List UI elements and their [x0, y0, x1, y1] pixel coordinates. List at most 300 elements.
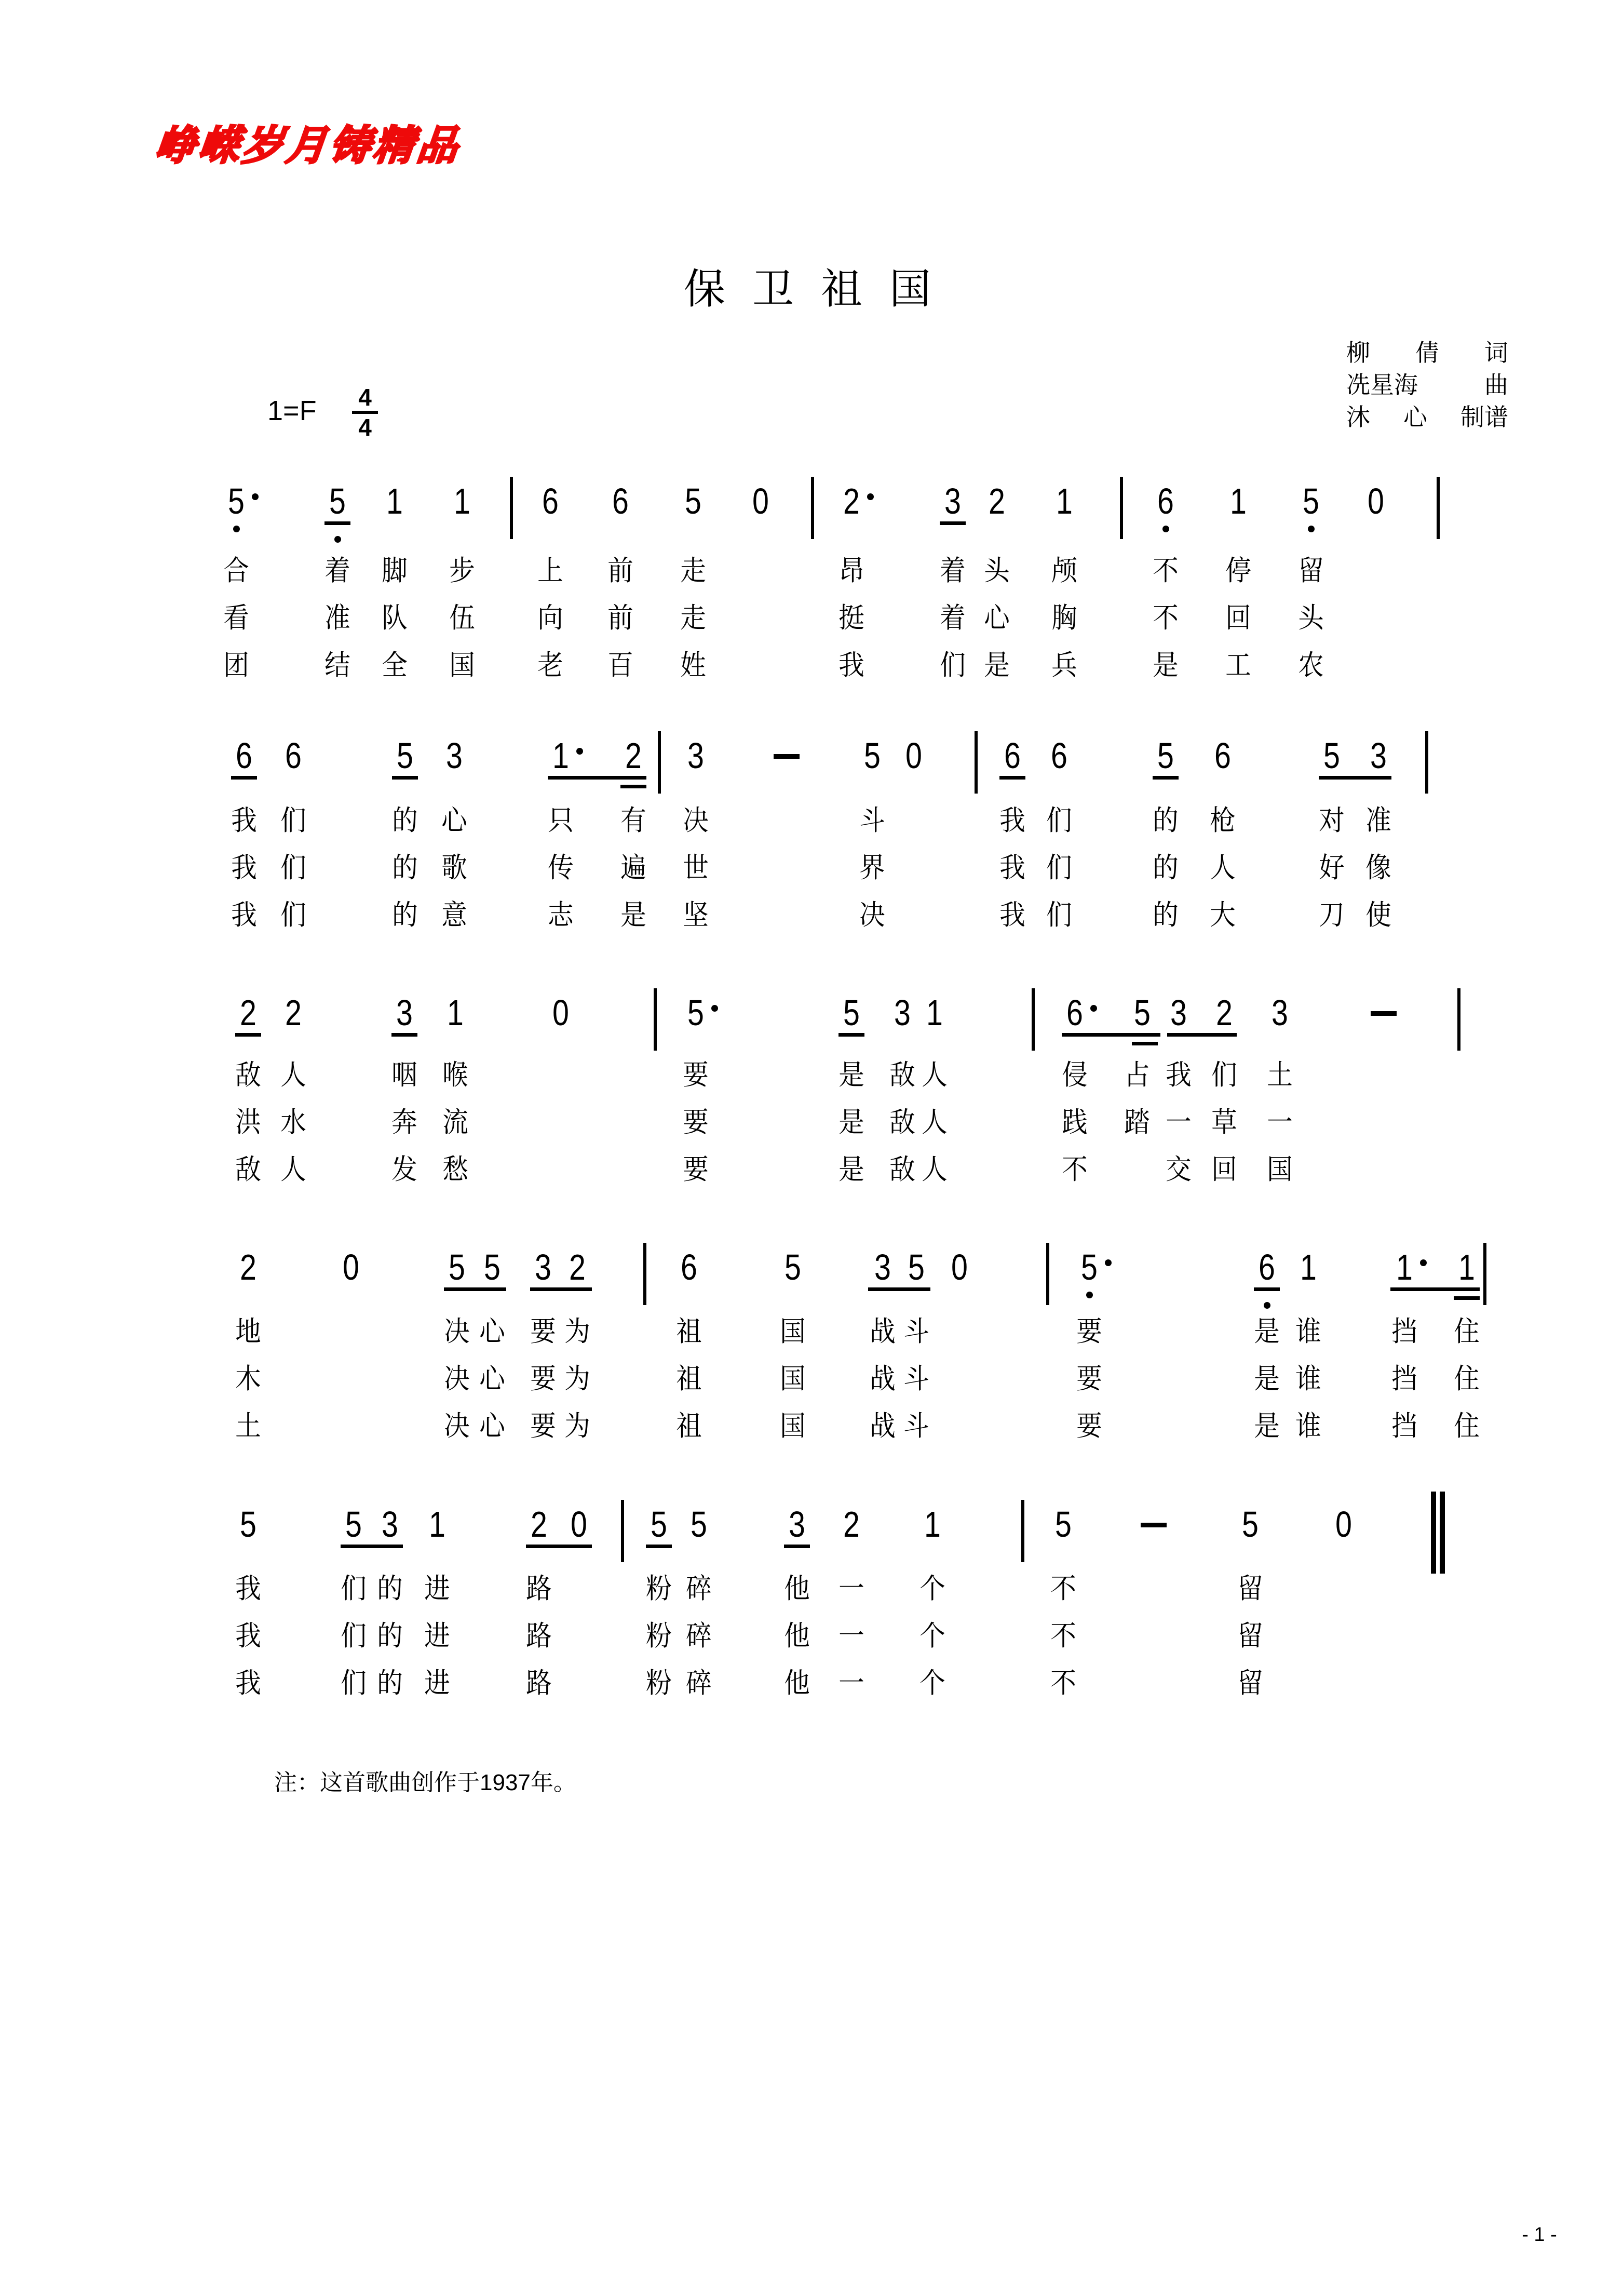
lyric-char: 头	[984, 555, 1010, 586]
lyric-char: 看	[223, 602, 249, 634]
lyric-char: 挺	[838, 602, 864, 634]
lyric-char: 走	[680, 602, 706, 634]
note-underline	[526, 1545, 592, 1548]
lyric-char: 心	[441, 805, 467, 836]
barline	[1032, 988, 1035, 1051]
lyric-char: 的	[377, 1620, 403, 1651]
note-underline	[341, 1545, 403, 1548]
lyric-char: 进	[424, 1620, 450, 1651]
note-digit: 5	[1303, 481, 1319, 521]
lyric-char: 们	[341, 1620, 367, 1651]
note-digit: 1	[1300, 1247, 1317, 1287]
note-digit: 6	[612, 481, 629, 521]
lyric-char: 敌	[235, 1154, 261, 1185]
lyric-char: 人	[922, 1154, 948, 1185]
credit-text: 心	[1403, 404, 1427, 431]
lyric-char: 我	[999, 805, 1025, 836]
lyric-char: 他	[784, 1573, 810, 1604]
barline	[510, 477, 513, 539]
lyric-char: 上	[537, 555, 563, 586]
note-digit: 5	[1323, 735, 1340, 776]
note-underline	[1132, 1042, 1158, 1045]
barline	[1437, 477, 1440, 539]
lyric-char: 着	[324, 555, 350, 586]
lyric-char: 决	[683, 805, 709, 836]
lyric-char: 国	[780, 1363, 806, 1394]
lyric-char: 歌	[441, 852, 467, 883]
augmentation-dot	[1090, 1005, 1097, 1012]
lyric-char: 伍	[449, 602, 475, 634]
lyric-char: 枪	[1210, 805, 1236, 836]
note-digit: 2	[240, 992, 256, 1033]
augmentation-dot	[576, 748, 583, 755]
final-barline	[1440, 1492, 1445, 1574]
lyric-char: 不	[1050, 1668, 1076, 1699]
note-digit: 0	[752, 481, 769, 521]
lyric-char: 使	[1365, 899, 1391, 931]
lyric-char: 一	[1267, 1107, 1293, 1138]
barline	[658, 731, 661, 794]
lyric-char: 们	[341, 1668, 367, 1699]
lyric-char: 的	[392, 805, 418, 836]
lyric-char: 粉	[646, 1573, 672, 1604]
note-digit: 6	[1051, 735, 1067, 776]
lyric-char: 我	[235, 1668, 261, 1699]
lyric-char: 们	[1046, 805, 1072, 836]
lyric-char: 是	[838, 1107, 864, 1138]
note-digit: 3	[944, 481, 961, 521]
lyric-char: 们	[1211, 1059, 1237, 1091]
lyric-char: 粉	[646, 1620, 672, 1651]
lyric-char: 住	[1454, 1316, 1480, 1347]
lyric-char: 不	[1050, 1573, 1076, 1604]
lyric-char: 地	[235, 1316, 261, 1347]
note-digit: 0	[343, 1247, 359, 1287]
page-number: - 1 -	[1522, 2224, 1557, 2246]
lyric-char: 决	[859, 899, 885, 931]
duration-dash	[1141, 1523, 1167, 1527]
lyric-char: 是	[1254, 1316, 1280, 1347]
lyric-char: 不	[1153, 602, 1179, 634]
lyric-char: 不	[1050, 1620, 1076, 1651]
lyric-char: 碎	[686, 1620, 712, 1651]
lyric-char: 好	[1319, 852, 1345, 883]
lyric-char: 咽	[391, 1059, 417, 1091]
lyric-char: 界	[859, 852, 885, 883]
credit-lyricist	[1346, 337, 1508, 369]
lyric-char: 坚	[683, 899, 709, 931]
lyric-char: 一	[838, 1620, 864, 1651]
song-title: 保 卫 祖 国	[684, 267, 939, 313]
lyric-char: 要	[1076, 1316, 1102, 1347]
note-digit: 5	[1055, 1504, 1072, 1545]
credit-text: 词	[1484, 339, 1508, 366]
note-underline	[324, 521, 350, 525]
lyric-char: 是	[984, 650, 1010, 681]
barline	[1457, 988, 1460, 1051]
note-digit: 3	[687, 735, 704, 776]
time-signature-numerator: 4	[358, 384, 372, 411]
low-octave-dot	[1162, 526, 1169, 532]
lyric-char: 洪	[235, 1107, 261, 1138]
lyric-char: 人	[922, 1107, 948, 1138]
lyric-char: 是	[1254, 1411, 1280, 1442]
note-digit: 6	[1157, 481, 1174, 521]
augmentation-dot	[252, 493, 259, 500]
lyric-char: 有	[620, 805, 646, 836]
lyric-char: 要	[683, 1059, 709, 1091]
lyric-char: 谁	[1295, 1316, 1321, 1347]
note-digit: 2	[240, 1247, 256, 1287]
lyric-char: 的	[1153, 852, 1179, 883]
note-digit: 5	[329, 481, 346, 521]
lyric-char: 胸	[1051, 602, 1077, 634]
note-underline	[1062, 1033, 1160, 1037]
note-digit: 5	[1242, 1504, 1259, 1545]
lyric-char: 我	[235, 1620, 261, 1651]
note-digit: 3	[446, 735, 463, 776]
lyric-char: 祖	[676, 1363, 702, 1394]
lyric-char: 老	[537, 650, 563, 681]
duration-dash	[1371, 1011, 1397, 1016]
note-digit: 2	[569, 1247, 586, 1287]
lyric-char: 他	[784, 1620, 810, 1651]
note-digit: 5	[1157, 735, 1174, 776]
credits-block	[1346, 337, 1508, 433]
note-digit: 3	[894, 992, 911, 1033]
note-digit: 5	[691, 1504, 707, 1545]
credit-composer	[1346, 369, 1508, 401]
lyric-char: 交	[1166, 1154, 1192, 1185]
credit-text: 冼星海	[1346, 371, 1418, 398]
lyric-char: 碎	[686, 1573, 712, 1604]
lyric-char: 决	[444, 1411, 470, 1442]
note-underline	[620, 785, 646, 788]
note-digit: 1	[924, 1504, 941, 1545]
lyric-char: 要	[683, 1154, 709, 1185]
note-underline	[868, 1287, 930, 1291]
lyric-char: 挡	[1391, 1411, 1417, 1442]
credit-notation	[1346, 401, 1508, 433]
footnote: 注：这首歌曲创作于1937年。	[274, 1770, 576, 1795]
lyric-char: 为	[564, 1316, 590, 1347]
lyric-char: 们	[280, 852, 306, 883]
note-underline	[1254, 1287, 1280, 1291]
credit-text: 沐	[1346, 404, 1370, 431]
barline	[1046, 1243, 1049, 1305]
lyric-char: 人	[1210, 852, 1236, 883]
lyric-char: 斗	[859, 805, 885, 836]
lyric-char: 结	[324, 650, 350, 681]
lyric-char: 侵	[1062, 1059, 1088, 1091]
note-digit: 0	[552, 992, 569, 1033]
lyric-char: 刀	[1319, 899, 1345, 931]
lyric-char: 不	[1153, 555, 1179, 586]
lyric-char: 喉	[442, 1059, 468, 1091]
note-underline	[1319, 776, 1391, 780]
note-digit: 1	[1230, 481, 1247, 521]
note-digit: 3	[1370, 735, 1387, 776]
lyric-char: 敌	[889, 1154, 915, 1185]
lyric-char: 流	[442, 1107, 468, 1138]
lyric-char: 们	[280, 899, 306, 931]
lyric-char: 步	[449, 555, 475, 586]
note-underline	[1167, 1033, 1237, 1037]
note-underline	[1153, 776, 1179, 780]
lyric-char: 传	[548, 852, 574, 883]
lyric-char: 斗	[903, 1363, 929, 1394]
lyric-char: 要	[1076, 1363, 1102, 1394]
note-underline	[444, 1287, 506, 1291]
note-digit: 6	[542, 481, 559, 521]
lyric-char: 是	[1153, 650, 1179, 681]
lyric-char: 世	[683, 852, 709, 883]
note-digit: 6	[236, 735, 252, 776]
note-digit: 5	[864, 735, 881, 776]
lyric-char: 祖	[676, 1411, 702, 1442]
note-digit: 0	[1368, 481, 1384, 521]
lyric-char: 我	[999, 852, 1025, 883]
note-digit: 5	[1081, 1247, 1098, 1287]
lyric-char: 心	[984, 602, 1010, 634]
credit-text: 柳	[1346, 339, 1370, 366]
lyric-char: 心	[479, 1411, 505, 1442]
lyric-char: 国	[1267, 1154, 1293, 1185]
lyric-char: 颅	[1051, 555, 1077, 586]
note-digit: 5	[1134, 992, 1151, 1033]
lyric-char: 路	[526, 1573, 552, 1604]
lyric-char: 敌	[889, 1107, 915, 1138]
note-underline	[784, 1545, 810, 1548]
lyric-char: 回	[1211, 1154, 1237, 1185]
note-underline	[548, 776, 646, 780]
credit-text: 曲	[1484, 371, 1508, 398]
lyric-char: 粉	[646, 1668, 672, 1699]
lyric-char: 志	[548, 899, 574, 931]
note-digit: 5	[687, 992, 704, 1033]
note-underline	[235, 1033, 261, 1037]
lyric-char: 要	[1076, 1411, 1102, 1442]
lyric-char: 个	[919, 1573, 945, 1604]
lyric-char: 人	[280, 1059, 306, 1091]
note-digit: 6	[681, 1247, 697, 1287]
note-digit: 5	[908, 1247, 925, 1287]
red-watermark: 峥嵘岁月铸精品	[153, 123, 464, 168]
note-digit: 2	[843, 481, 860, 521]
lyric-char: 要	[530, 1411, 556, 1442]
note-digit: 3	[382, 1504, 398, 1545]
lyric-char: 我	[231, 805, 257, 836]
lyric-char: 战	[870, 1411, 896, 1442]
barline	[621, 1500, 624, 1562]
lyric-char: 农	[1298, 650, 1324, 681]
barline	[654, 988, 657, 1051]
augmentation-dot	[711, 1005, 718, 1012]
lyric-char: 准	[324, 602, 350, 634]
lyric-char: 发	[391, 1154, 417, 1185]
lyric-char: 挡	[1391, 1316, 1417, 1347]
lyric-char: 我	[235, 1573, 261, 1604]
credit-text: 制谱	[1460, 404, 1508, 431]
lyric-char: 前	[607, 602, 633, 634]
lyric-char: 占	[1124, 1059, 1150, 1091]
low-octave-dot	[1086, 1292, 1093, 1298]
lyric-char: 像	[1365, 852, 1391, 883]
barline	[975, 731, 978, 794]
lyric-char: 要	[530, 1316, 556, 1347]
lyric-char: 人	[922, 1059, 948, 1091]
note-digit: 5	[345, 1504, 362, 1545]
lyric-char: 的	[1153, 805, 1179, 836]
barline	[1021, 1500, 1024, 1562]
lyric-char: 我	[838, 650, 864, 681]
key-signature: 1=F	[267, 395, 317, 426]
note-digit: 5	[843, 992, 860, 1033]
lyric-char: 遍	[620, 852, 646, 883]
low-octave-dot	[233, 526, 240, 532]
lyric-char: 们	[1046, 852, 1072, 883]
note-digit: 6	[285, 735, 302, 776]
lyric-char: 土	[235, 1411, 261, 1442]
note-digit: 3	[1170, 992, 1187, 1033]
note-digit: 6	[1259, 1247, 1275, 1287]
note-digit: 1	[447, 992, 464, 1033]
note-digit: 3	[789, 1504, 805, 1545]
note-digit: 5	[240, 1504, 256, 1545]
barline	[1120, 477, 1123, 539]
lyric-char: 决	[444, 1316, 470, 1347]
credit-text: 倩	[1415, 339, 1439, 366]
note-digit: 3	[1272, 992, 1288, 1033]
lyric-char: 个	[919, 1668, 945, 1699]
lyric-char: 国	[780, 1411, 806, 1442]
lyric-char: 路	[526, 1668, 552, 1699]
lyric-char: 只	[548, 805, 574, 836]
lyric-char: 团	[223, 650, 249, 681]
note-digit: 0	[951, 1247, 968, 1287]
barline	[643, 1243, 646, 1305]
note-digit: 3	[874, 1247, 891, 1287]
lyric-char: 水	[280, 1107, 306, 1138]
lyric-char: 为	[564, 1363, 590, 1394]
lyric-char: 奔	[391, 1107, 417, 1138]
barline	[811, 477, 814, 539]
lyric-char: 踏	[1124, 1107, 1150, 1138]
note-underline	[940, 521, 966, 525]
note-underline	[392, 776, 418, 780]
lyric-char: 着	[940, 555, 966, 586]
lyric-char: 战	[870, 1316, 896, 1347]
barline	[1425, 731, 1428, 794]
lyric-char: 们	[280, 805, 306, 836]
lyric-char: 斗	[903, 1411, 929, 1442]
note-underline	[231, 776, 257, 780]
lyric-char: 们	[940, 650, 966, 681]
lyric-char: 路	[526, 1620, 552, 1651]
lyric-char: 向	[537, 602, 563, 634]
lyric-char: 的	[1153, 899, 1179, 931]
note-digit: 1	[926, 992, 943, 1033]
lyric-char: 住	[1454, 1363, 1480, 1394]
lyric-char: 我	[1166, 1059, 1192, 1091]
lyric-char: 草	[1211, 1107, 1237, 1138]
lyric-char: 昂	[838, 555, 864, 586]
lyric-char: 一	[838, 1668, 864, 1699]
lyric-char: 个	[919, 1620, 945, 1651]
lyric-char: 挡	[1391, 1363, 1417, 1394]
lyric-char: 姓	[680, 650, 706, 681]
note-digit: 5	[397, 735, 413, 776]
lyric-char: 我	[999, 899, 1025, 931]
lyric-char: 国	[780, 1316, 806, 1347]
note-digit: 0	[1335, 1504, 1352, 1545]
note-digit: 2	[531, 1504, 547, 1545]
note-underline	[646, 1545, 672, 1548]
lyric-char: 停	[1225, 555, 1251, 586]
lyric-char: 们	[1046, 899, 1072, 931]
lyric-char: 的	[377, 1668, 403, 1699]
lyric-char: 愁	[442, 1154, 468, 1185]
lyric-char: 住	[1454, 1411, 1480, 1442]
note-digit: 6	[1214, 735, 1231, 776]
low-octave-dot	[1308, 526, 1315, 532]
lyric-char: 是	[838, 1154, 864, 1185]
low-octave-dot	[1264, 1302, 1270, 1309]
lyric-char: 进	[424, 1668, 450, 1699]
lyric-char: 心	[479, 1316, 505, 1347]
lyric-char: 践	[1062, 1107, 1088, 1138]
time-signature-denominator: 4	[358, 414, 372, 441]
note-digit: 3	[535, 1247, 551, 1287]
lyric-char: 的	[392, 852, 418, 883]
note-digit: 6	[1004, 735, 1021, 776]
note-digit: 5	[449, 1247, 465, 1287]
note-digit: 1	[454, 481, 470, 521]
note-digit: 2	[1216, 992, 1233, 1033]
lyric-char: 心	[479, 1363, 505, 1394]
note-digit: 1	[386, 481, 403, 521]
lyric-char: 们	[341, 1573, 367, 1604]
lyric-char: 进	[424, 1573, 450, 1604]
lyric-char: 脚	[382, 555, 408, 586]
lyric-char: 留	[1237, 1620, 1263, 1651]
note-digit: 1	[429, 1504, 445, 1545]
lyric-char: 留	[1298, 555, 1324, 586]
note-underline	[838, 1033, 864, 1037]
note-digit: 2	[285, 992, 302, 1033]
note-digit: 5	[785, 1247, 801, 1287]
lyric-char: 碎	[686, 1668, 712, 1699]
lyric-char: 百	[607, 650, 633, 681]
note-digit: 1	[1396, 1247, 1413, 1287]
note-digit: 1	[1458, 1247, 1475, 1287]
lyric-char: 土	[1267, 1059, 1293, 1091]
note-underline	[1390, 1287, 1480, 1291]
note-digit: 5	[484, 1247, 501, 1287]
note-underline	[391, 1033, 417, 1037]
lyric-char: 为	[564, 1411, 590, 1442]
lyric-char: 队	[382, 602, 408, 634]
lyric-char: 要	[530, 1363, 556, 1394]
lyric-char: 工	[1225, 650, 1251, 681]
lyric-char: 意	[441, 899, 467, 931]
augmentation-dot	[867, 493, 874, 500]
lyric-char: 留	[1237, 1668, 1263, 1699]
augmentation-dot	[1105, 1259, 1112, 1266]
lyric-char: 准	[1365, 805, 1391, 836]
lyric-char: 敌	[235, 1059, 261, 1091]
lyric-char: 是	[1254, 1363, 1280, 1394]
